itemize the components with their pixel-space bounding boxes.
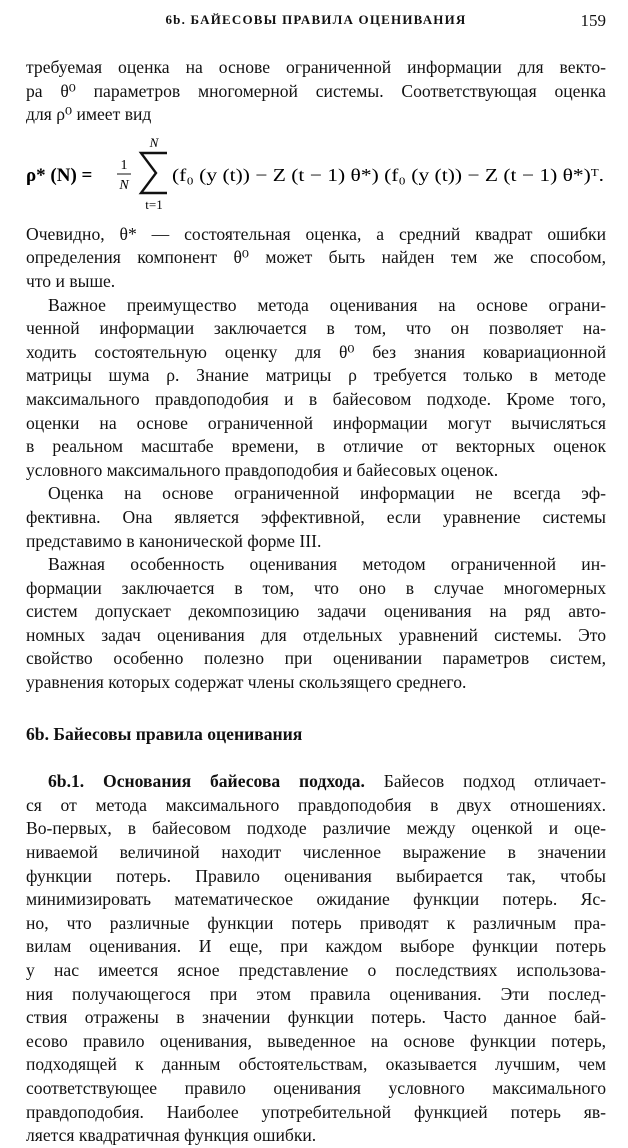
formula-lhs: ρ* (N) = xyxy=(26,164,93,186)
text-line: в реальном масштабе времени, в отличие от векторных оценок xyxy=(26,436,606,457)
text-line: ниваемой величиной находит численное выражение в значении xyxy=(26,842,606,863)
subsection-heading: 6b.1. Основания байесова подхода. xyxy=(48,771,365,792)
section-heading: 6b. Байесовы правила оценивания xyxy=(26,723,303,744)
subsection-first-line xyxy=(26,770,606,794)
text-line: представимо в канонической форме III. xyxy=(26,530,322,551)
text-line: но, что различные функции потерь приводят к различным пра- xyxy=(26,912,606,933)
text-line: Очевидно, θ* — состоятельная оценка, а средний квадрат ошибки xyxy=(26,223,606,244)
text-line: ляется квадратичная функция ошибки. xyxy=(26,1125,317,1146)
text-line: соответствующее правило оценивания условного максимального xyxy=(26,1077,606,1098)
text-line: функции потерь. Правило оценивания выбирается так, чтобы xyxy=(26,865,606,886)
text-line: ся от метода максимального правдоподобия в двух отношениях. xyxy=(26,794,606,815)
text-line: Оценка на основе ограниченной информации не всегда эф- xyxy=(48,483,606,504)
text-line: свойство особенно полезно при оценивании параметров систем, xyxy=(26,648,606,669)
body-text xyxy=(26,56,606,1148)
text-line: матрицы шума ρ. Знание матрицы ρ требуется только в методе xyxy=(26,365,606,386)
text-line: ствия отражены в значении функции потерь. Часто данное бай- xyxy=(26,1007,606,1028)
text-line: минимизировать математическое ожидание функции потерь. Яс- xyxy=(26,889,606,910)
paragraph-1 xyxy=(26,56,606,127)
running-head xyxy=(26,12,606,34)
text-line: ра θ⁰ параметров многомерной системы. Соответствующая оценка xyxy=(26,80,606,101)
text-line: вилам оценивания. И еще, при каждом выборе функции потерь xyxy=(26,936,606,957)
text-line: ченной информации заключается в том, что он позволяет на- xyxy=(26,318,606,339)
text-line: что и выше. xyxy=(26,270,116,291)
paragraph-2 xyxy=(26,223,606,294)
text-line: номных задач оценивания для отдельных уравнений системы. Это xyxy=(26,624,606,645)
formula-svg xyxy=(26,127,606,223)
subsection-paragraph xyxy=(26,770,606,1148)
paragraph-5 xyxy=(26,553,606,695)
text-line: ходить состоятельную оценку для θ⁰ без знания ковариационной xyxy=(26,341,606,362)
page-number: 159 xyxy=(580,11,606,30)
sum-sign-icon xyxy=(141,153,167,193)
text-line: Важное преимущество метода оценивания на основе ограни- xyxy=(48,294,606,315)
paragraph-3 xyxy=(26,294,606,483)
text-line: фективна. Она является эффективной, если уравнение системы xyxy=(26,506,606,527)
text-line: для ρ⁰ имеет вид xyxy=(26,104,152,125)
text-line: правдоподобия. Наиболее употребительной функцией потерь яв- xyxy=(26,1101,606,1122)
fraction-numerator: 1 xyxy=(120,157,128,173)
formula-rhs: (f₀ (y (t)) − Z (t − 1) θ*) (f₀ (y (t)) − Z (t − 1) θ*)ᵀ. xyxy=(172,164,534,185)
sum-lower-limit: t=1 xyxy=(145,196,163,212)
text-line: определения компонент θ⁰ может быть найден тем же способом, xyxy=(26,247,606,268)
paragraph-4 xyxy=(26,482,606,553)
text-line: уравнения которых содержат члены скользящего среднего. xyxy=(26,672,467,693)
fraction-denominator: N xyxy=(119,177,129,193)
text-line: формации заключается в том, что оно в случае многомерных xyxy=(26,577,606,598)
text-line: Важная особенность оценивания методом ограниченной ин- xyxy=(48,554,606,575)
running-head-title: 6b. БАЙЕСОВЫ ПРАВИЛА ОЦЕНИВАНИЯ xyxy=(165,12,467,27)
text-line: условного максимального правдоподобия и байесовых оценок. xyxy=(26,459,499,480)
text-line: ния получающегося при этом правила оценивания. Эти послед- xyxy=(26,983,606,1004)
subsection-first-text: Байесов подход отличает- xyxy=(383,771,606,792)
sum-upper-limit: N xyxy=(149,134,159,150)
text-line: есово правило оценивания, выведенное на основе функции потерь, xyxy=(26,1030,606,1051)
text-line: подходящей к данным обстоятельствам, оказывается лучшим, чем xyxy=(26,1054,606,1075)
text-line: Во-первых, в байесовом подходе различие между оценкой и оце- xyxy=(26,818,606,839)
text-line: систем допускает декомпозицию задачи оценивания на ряд авто- xyxy=(26,601,606,622)
text-line: требуемая оценка на основе ограниченной информации для векто- xyxy=(26,57,606,77)
display-formula xyxy=(26,127,606,223)
text-line: максимального правдоподобия и в байесовом подходе. Кроме того, xyxy=(26,388,606,409)
text-line: оценки на основе ограниченной информации могут вычисляться xyxy=(26,412,606,433)
text-line: у нас имеется ясное представление о последствиях использова- xyxy=(26,960,606,980)
